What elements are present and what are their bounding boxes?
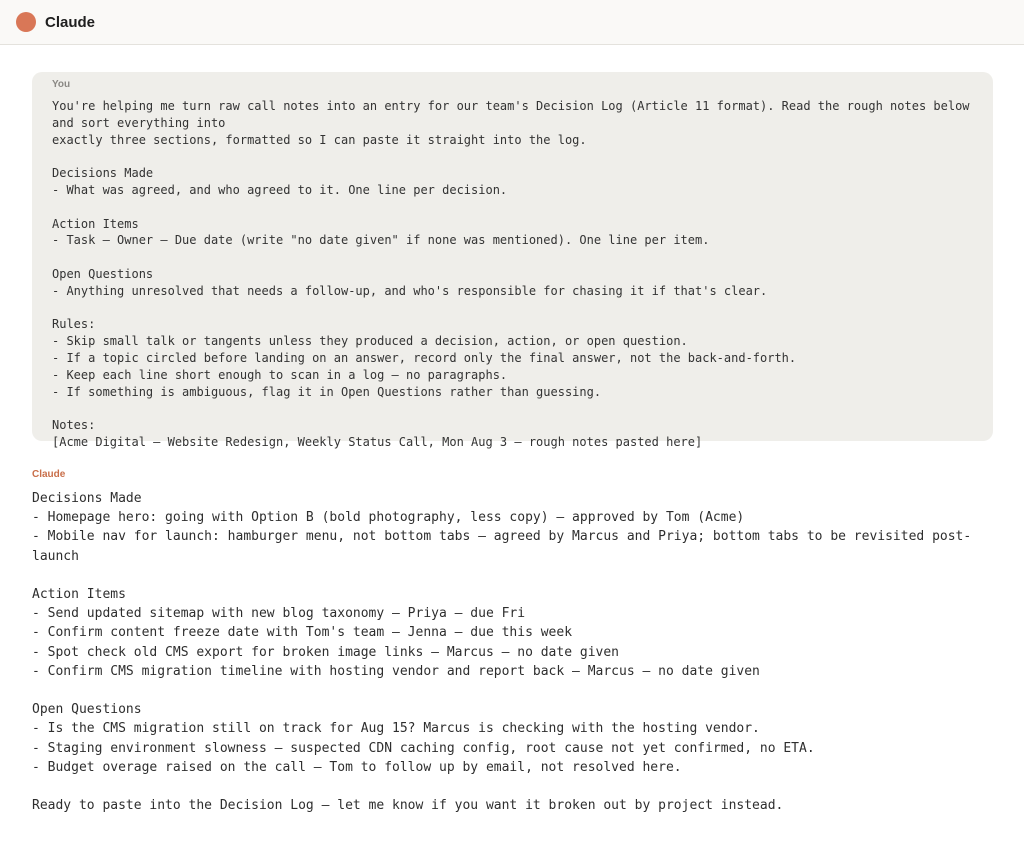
assistant-message-text: Decisions Made - Homepage hero: going with Option B (bold photography, less copy) — approved by Tom (Acme) - Mobile nav for launch: hamburger menu, not bottom tabs — agreed by Marcus and Priya; bottom tabs to be revisited post-launch Action Items - Send updated sitemap with new blog taxonomy — Priya — due Fri - Confirm content freeze date with Tom's team — Jenna — due this week - Spot check old CMS export for broken image links — Marcus — no date given - Confirm CMS migration timeline with hosting vendor and report back — Marcus — no date given Open Questions - Is the CMS migration still on track for Aug 15? Marcus is checking with the hosting vendor. - Staging environment slowness — suspected CDN caching config, root cause not yet confirmed, no ETA. - Budget overage raised on the call — Tom to follow up by email, not resolved here. Ready to paste into the Decision Log — let me know if you want it broken out by project instead. <box>32 491 972 814</box>
assistant-message <box>32 469 972 815</box>
claude-logo-icon <box>16 12 36 32</box>
app-header <box>0 0 1024 45</box>
user-message <box>32 72 993 449</box>
user-message-text: You're helping me turn raw call notes into an entry for our team's Decision Log (Article 11 format). Read the rough notes below and sort everything into exactly three sections, formatted so I can paste it straight into the log. Decisions Made - What was agreed, and who agreed to it. One line per decision. Action Items - Task — Owner — Due date (write "no date given" if none was mentioned). One line per item. Open Questions - Anything unresolved that needs a follow-up, and who's responsible for chasing it if that's clear. Rules: - Skip small talk or tangents unless they produced a decision, action, or open question. - If a topic circled before landing on an answer, record only the final answer, not the back-and-forth. - Keep each line short enough to scan in a log — no paragraphs. - If something is ambiguous, flag it in Open Questions rather than guessing. Notes: [Acme Digital – Website Redesign, Weekly Status Call, Mon Aug 3 — rough notes pasted here] <box>52 99 970 449</box>
app-title: Claude <box>45 14 96 31</box>
user-role-label: You <box>52 79 71 90</box>
assistant-role-label: Claude <box>32 469 66 480</box>
